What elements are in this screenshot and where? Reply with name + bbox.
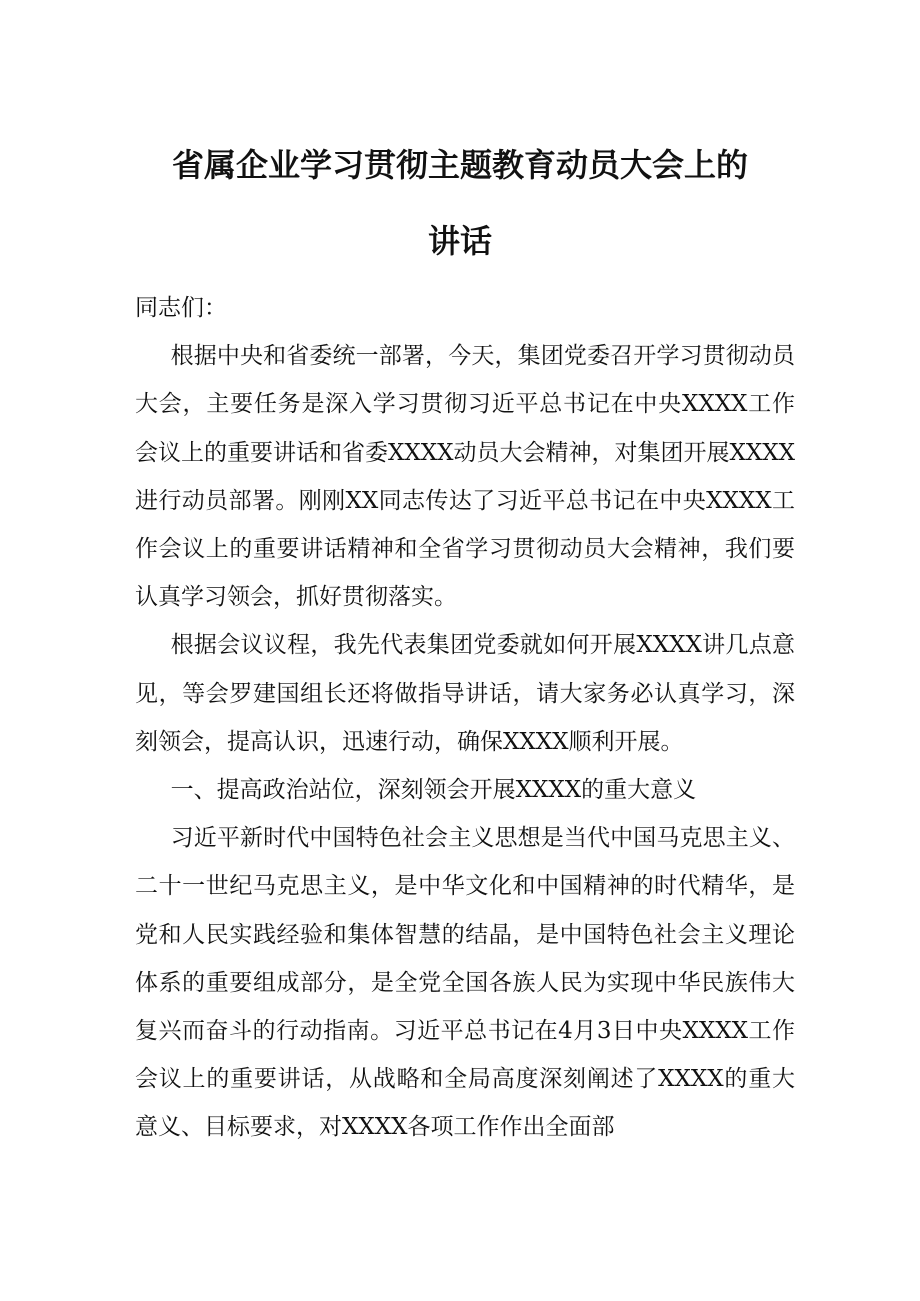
greeting: 同志们：	[135, 295, 227, 321]
document-title-line-2: 讲话	[427, 222, 492, 260]
section-heading-1: 一、提高政治站位，深刻领会开展XXXX的重大意义	[170, 777, 697, 804]
document-title-line-1: 省属企业学习贯彻主题教育动员大会上的	[171, 146, 748, 184]
section-1-paragraph: 习近平新时代中国特色社会主义思想是当代中国马克思主义、二十一世纪马克思主义，是中华文化和中国精神的时代精华，是党和人民实践经验和集体智慧的结晶，是中国特色社会主义理论体系的重要组成部分，是全党全国各族人民为实现中华民族伟大复兴而奋斗的行动指南。习近平总书记在4月3日中央XXXX工作会议上的重要讲话，从战略和全局高度深刻阐述了XXXX的重大意义、目标要求，对XXXX各项工作作出全面部	[135, 825, 795, 1141]
document-body	[135, 284, 795, 1152]
body-paragraph-2: 根据会议议程，我先代表集团党委就如何开展XXXX讲几点意见，等会罗建国组长还将做指导讲话，请大家务必认真学习，深刻领会，提高认识，迅速行动，确保XXXX顺利开展。	[135, 632, 795, 755]
body-paragraph-1: 根据中央和省委统一部署，今天，集团党委召开学习贯彻动员大会，主要任务是深入学习贯彻习近平总书记在中央XXXX工作会议上的重要讲话和省委XXXX动员大会精神，对集团开展XXXX进行动员部署。刚刚XX同志传达了习近平总书记在中央XXXX工作会议上的重要讲话精神和全省学习贯彻动员大会精神，我们要认真学习领会，抓好贯彻落实。	[135, 343, 795, 611]
